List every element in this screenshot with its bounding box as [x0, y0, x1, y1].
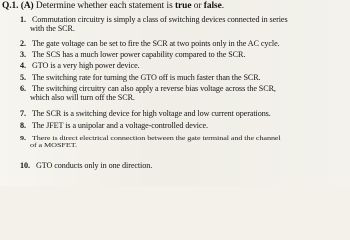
statement-text: The SCS has a much lower power capability compared to the SCR.	[31, 50, 246, 59]
statement-10	[20, 161, 346, 170]
instruction-text: Determine whether each statement is	[33, 1, 175, 11]
statement-number: 6.	[20, 84, 26, 93]
statement-7	[20, 109, 346, 118]
heading-period: .	[221, 1, 225, 11]
statement-number: 5.	[20, 73, 26, 82]
statement-6	[20, 84, 346, 102]
statement-text: GTO is a very high power device.	[31, 61, 140, 70]
statement-3	[20, 50, 346, 59]
statement-text: The switching circuitry can also apply a reverse bias voltage across the SCR,	[31, 84, 276, 93]
statement-text: The SCR is a switching device for high voltage and low current operations.	[31, 109, 271, 118]
statement-text: GTO conducts only in one direction.	[35, 161, 153, 170]
statement-number: 9.	[20, 135, 26, 142]
statement-number: 7.	[20, 109, 26, 118]
question-number: Q.1.	[2, 1, 19, 11]
statement-text: The JFET is a unipolar and a voltage-controlled device.	[31, 121, 208, 130]
statement-2	[20, 39, 346, 48]
statement-number: 1.	[20, 15, 26, 24]
statement-number: 10.	[20, 161, 30, 170]
statement-4	[20, 61, 346, 70]
statement-text: There is direct electrical connection between the gate terminal and the channel	[31, 135, 281, 142]
false-word: false	[203, 1, 222, 11]
statement-5	[20, 73, 346, 82]
statement-continuation: of a MOSFET.	[30, 141, 77, 149]
statement-text: The switching rate for turning the GTO off is much faster than the SCR.	[31, 73, 261, 82]
statement-number: 8.	[20, 121, 26, 130]
statement-8	[20, 121, 346, 130]
statement-number: 3.	[20, 50, 26, 59]
statement-1	[20, 15, 346, 33]
statement-continuation: with the SCR.	[30, 24, 75, 34]
statement-text: Commutation circuitry is simply a class of switching devices connected in series	[31, 15, 288, 24]
question-part: (A)	[20, 1, 34, 11]
statement-number: 2.	[20, 39, 26, 48]
statement-continuation: which also will turn off the SCR.	[30, 93, 135, 103]
question-heading	[2, 1, 224, 11]
statement-number: 4.	[20, 61, 26, 70]
statement-text: The gate voltage can be set to fire the SCR at two points only in the AC cycle.	[31, 39, 280, 48]
statement-9	[20, 135, 346, 148]
true-word: true	[174, 1, 192, 11]
or-word: or	[191, 1, 204, 11]
